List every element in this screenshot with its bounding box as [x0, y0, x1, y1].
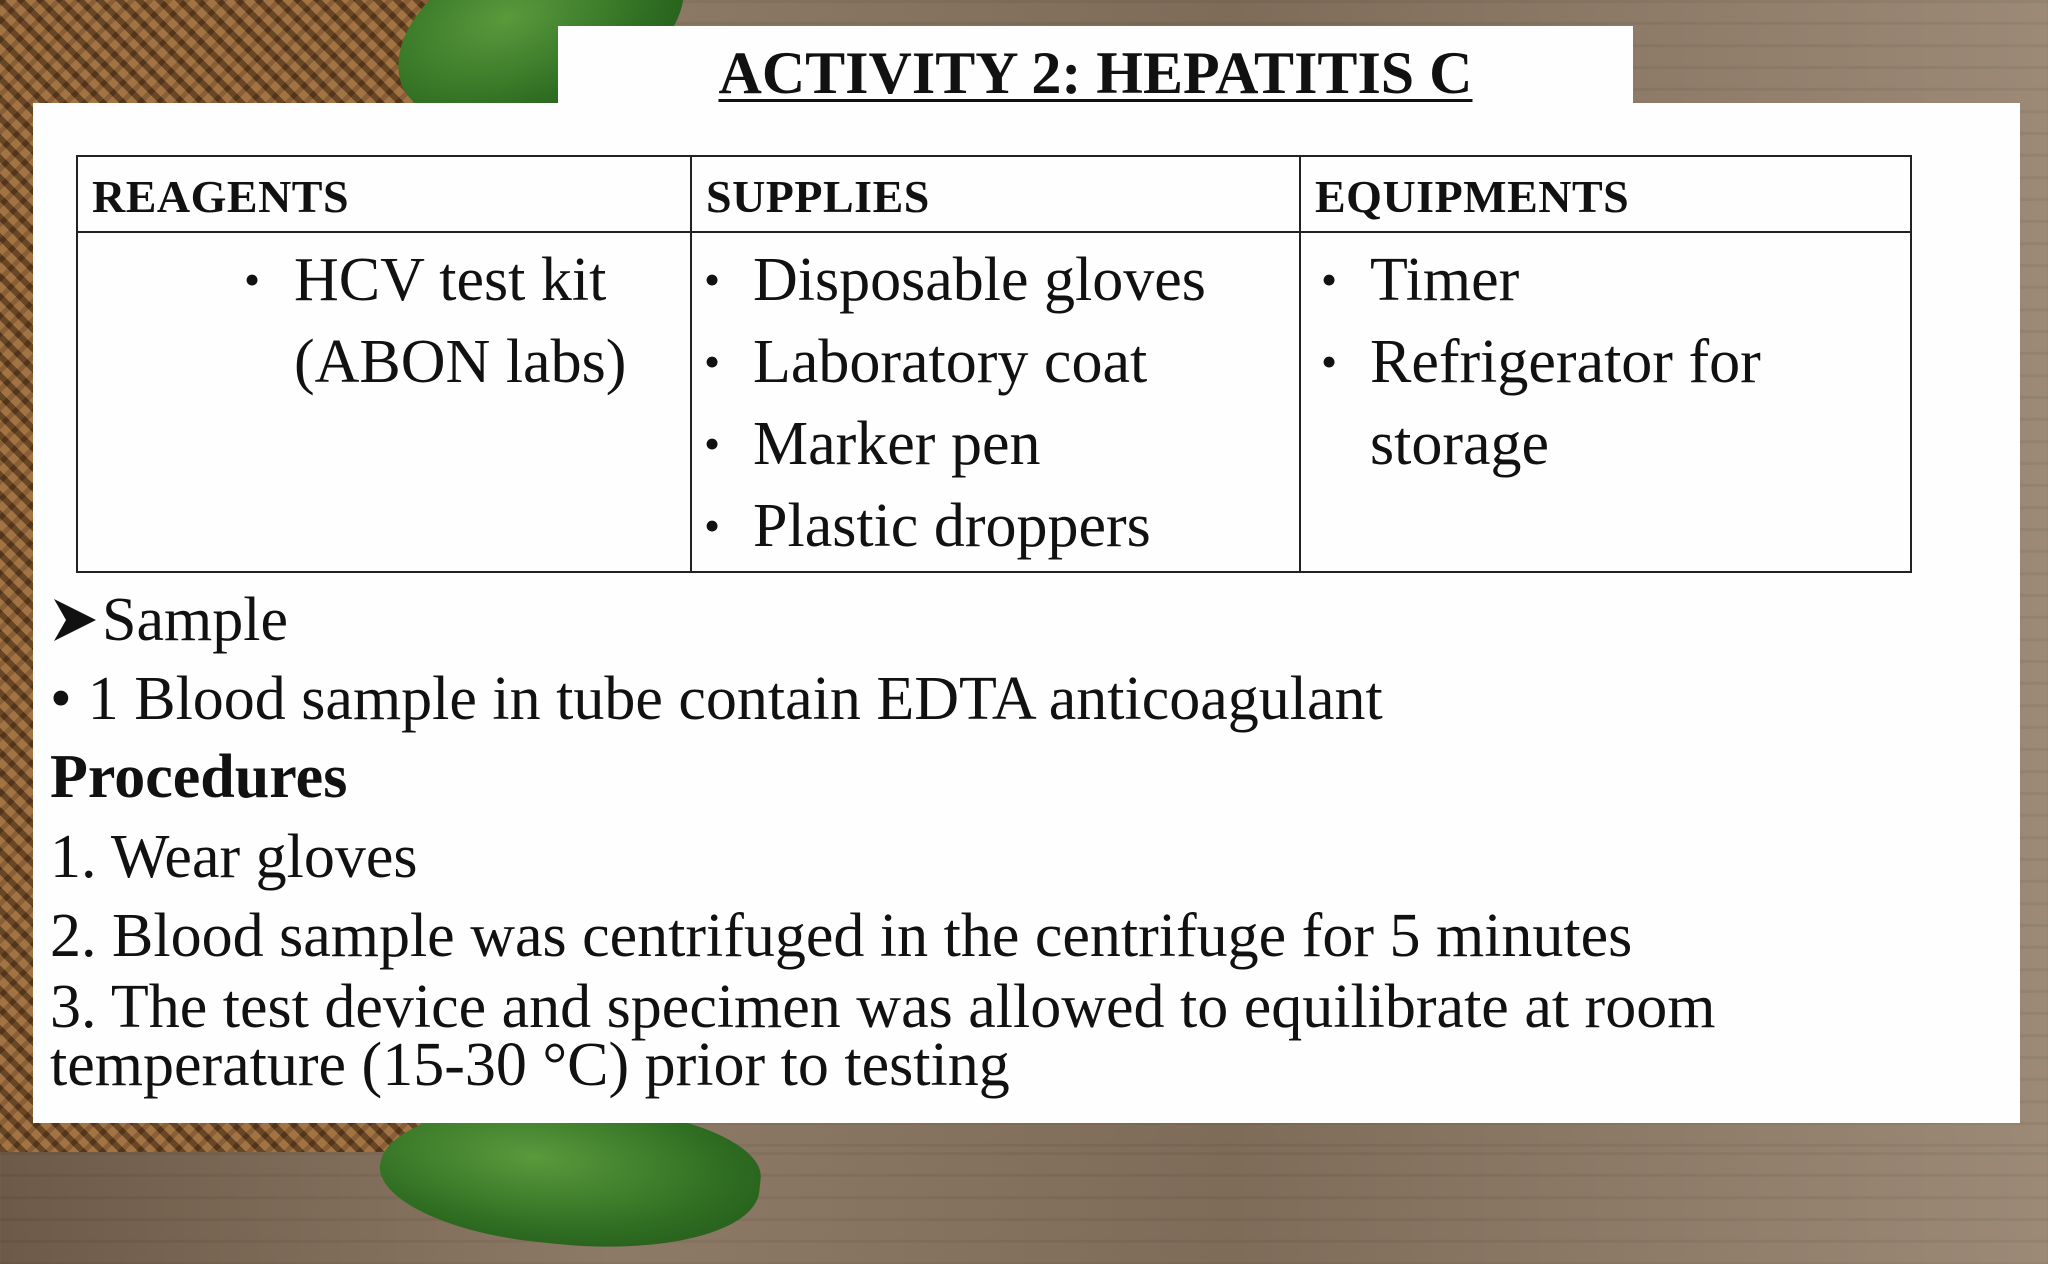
sample-item-text: 1 Blood sample in tube contain EDTA anticoagulant: [87, 665, 1383, 733]
materials-table: [76, 155, 1912, 573]
table-row: [77, 232, 1911, 572]
procedures-list: [50, 820, 1950, 1099]
equipments-cell: [1300, 232, 1911, 572]
procedure-step: 2. Blood sample was centrifuged in the centrifuge for 5 minutes: [50, 902, 1633, 970]
reagents-list: [78, 239, 674, 403]
list-item: • Plastic droppers: [753, 485, 1299, 567]
arrow-bullet-icon: [50, 595, 100, 645]
equipments-list: [1301, 239, 1850, 485]
procedures-heading: Procedures: [50, 743, 348, 811]
header-reagents: REAGENTS: [77, 156, 691, 232]
sample-item: [50, 662, 1383, 736]
list-item: • Timer: [1370, 239, 1850, 321]
list-item: • Laboratory coat: [753, 321, 1299, 403]
procedure-step: 3. The test device and specimen was allowed to equilibrate at room temperature (15-30 °C) prior to testing: [50, 973, 1716, 1099]
procedure-step: 1. Wear gloves: [50, 823, 418, 891]
bullet-icon: •: [50, 665, 72, 733]
reagents-cell: [77, 232, 691, 572]
sample-heading-label: Sample: [102, 586, 288, 654]
supplies-cell: [691, 232, 1300, 572]
sample-heading: [50, 583, 288, 657]
list-item: • Refrigerator for storage: [1370, 321, 1850, 485]
list-item: • Marker pen: [753, 403, 1299, 485]
supplies-list: [692, 239, 1299, 567]
list-item: • Disposable gloves: [753, 239, 1299, 321]
slide-title: ACTIVITY 2: HEPATITIS C: [718, 40, 1473, 106]
header-supplies: SUPPLIES: [691, 156, 1300, 232]
list-item: • HCV test kit (ABON labs): [294, 239, 674, 403]
table-header-row: [77, 156, 1911, 232]
header-equipments: EQUIPMENTS: [1300, 156, 1911, 232]
